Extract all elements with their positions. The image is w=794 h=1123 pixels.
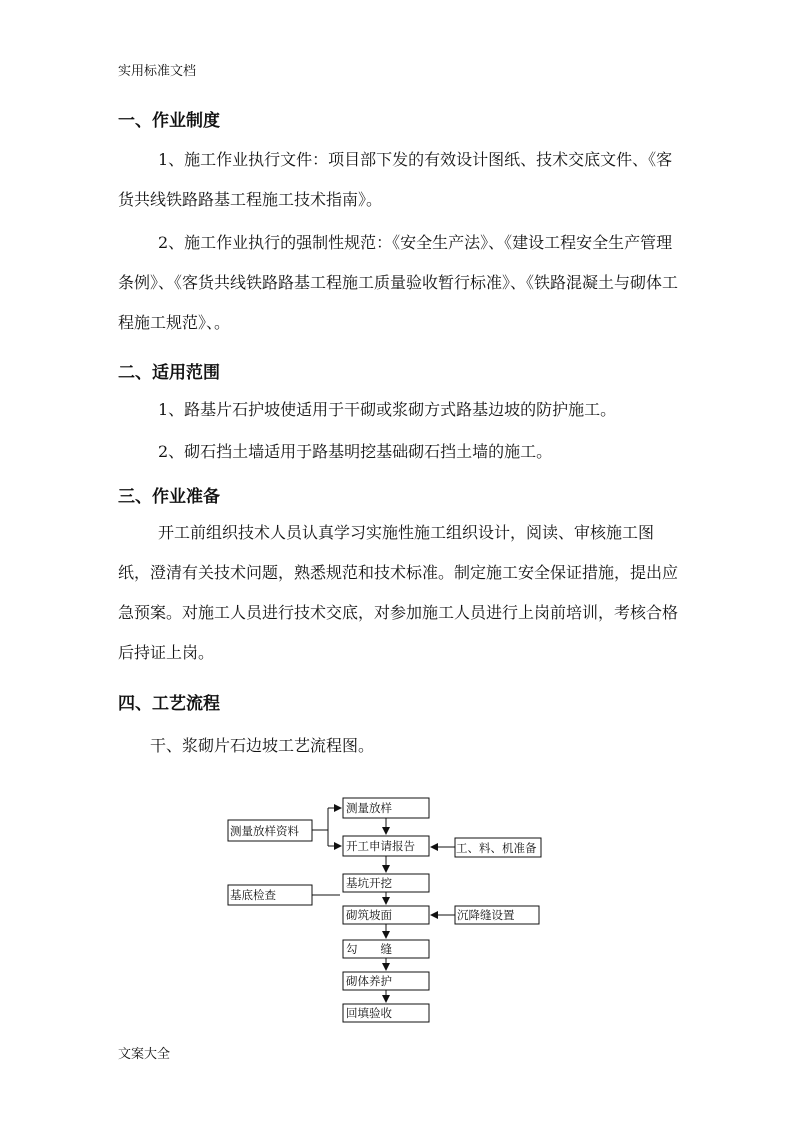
input-label-survey-data: 测量放样资料 xyxy=(230,824,299,838)
section-heading-1: 一、作业制度 xyxy=(118,111,220,131)
step-label-curing: 砌体养护 xyxy=(346,974,392,988)
step-label-backfill: 回填验收 xyxy=(346,1006,392,1020)
section-3-paragraph-1: 开工前组织技术人员认真学习实施性施工组织设计，阅读、审核施工图纸，澄清有关技术问题，熟悉规范和技术标准。制定施工安全保证措施，提出应急预案。对施工人员进行技术交底，对参加施工人员进行上岗前培训，考核合格后持证上岗。 xyxy=(118,523,679,662)
step-label-excavation: 基坑开挖 xyxy=(346,876,392,890)
section-2-paragraph-2: 2、砌石挡土墙适用于路基明挖基础砌石挡土墙的施工。 xyxy=(158,442,553,461)
page-footer: 文案大全 xyxy=(118,1047,171,1062)
input-label-base-check: 基底检查 xyxy=(230,888,276,902)
section-2-paragraph-1: 1、路基片石护坡使适用于干砌或浆砌方式路基边坡的防护施工。 xyxy=(158,400,617,419)
input-label-settlement-joint: 沉降缝设置 xyxy=(457,908,515,922)
section-1-paragraph-2: 2、施工作业执行的强制性规范：《安全生产法》、《建设工程安全生产管理条例》、《客货共线铁路路基工程施工质量验收暂行标准》、《铁路混凝土与砌体工程施工规范》、。 xyxy=(118,233,679,332)
step-label-pointing: 勾 缝 xyxy=(346,942,392,956)
step-label-start-report: 开工申请报告 xyxy=(346,839,415,853)
page-header: 实用标准文档 xyxy=(118,64,197,79)
section-1-paragraph-1: 1、施工作业执行文件：项目部下发的有效设计图纸、技术交底文件、《客货共线铁路路基工程施工技术指南》。 xyxy=(118,150,673,209)
input-label-resources: 工、料、机准备 xyxy=(456,841,537,855)
section-heading-2: 二、适用范围 xyxy=(118,363,220,383)
step-label-masonry: 砌筑坡面 xyxy=(346,908,392,922)
section-heading-4: 四、工艺流程 xyxy=(118,694,220,714)
section-heading-3: 三、作业准备 xyxy=(118,487,220,507)
step-label-survey: 测量放样 xyxy=(346,801,392,815)
flowchart-caption: 干、浆砌片石边坡工艺流程图。 xyxy=(150,736,375,755)
